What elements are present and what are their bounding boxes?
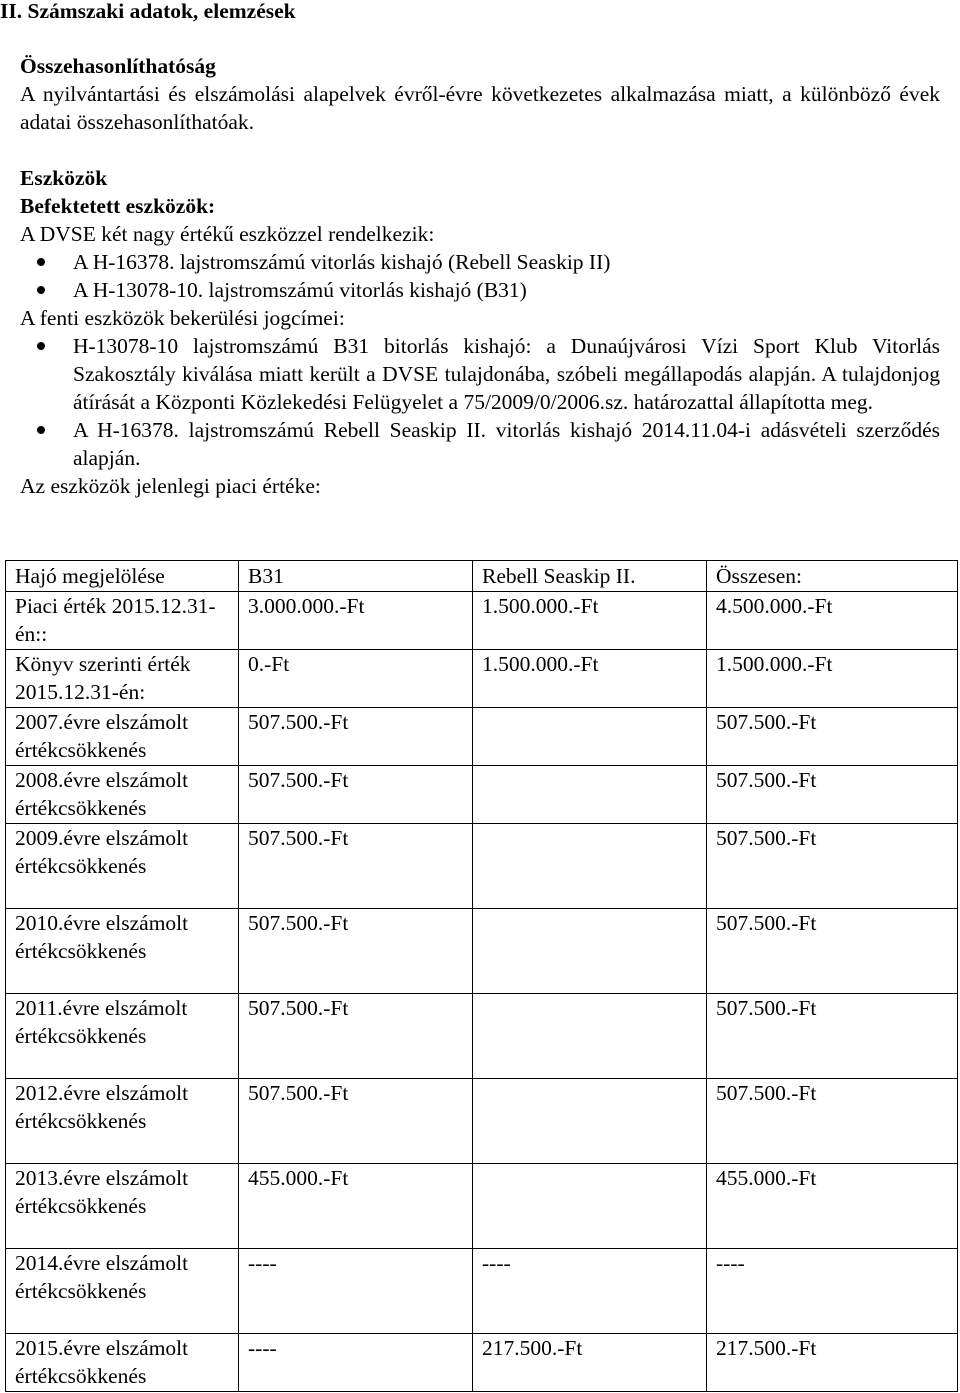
list-item bbox=[0, 276, 940, 304]
b31-value: 507.500.-Ft bbox=[239, 993, 473, 1078]
assets-heading: Eszközök bbox=[20, 166, 108, 190]
bullet-icon bbox=[37, 258, 45, 266]
list-item bbox=[0, 248, 940, 276]
rebell-value bbox=[473, 707, 707, 765]
assets-intro: A DVSE két nagy értékű eszközzel rendelkezik: bbox=[20, 222, 435, 246]
table-row bbox=[6, 993, 958, 1078]
b31-value: ---- bbox=[239, 1333, 473, 1391]
total-value: 217.500.-Ft bbox=[707, 1333, 958, 1391]
rebell-value bbox=[473, 1163, 707, 1248]
row-label: 2009.évre elszámolt értékcsökkenés bbox=[6, 823, 239, 908]
table-row bbox=[6, 591, 958, 649]
bullet-icon bbox=[37, 426, 45, 434]
rebell-value: 217.500.-Ft bbox=[473, 1333, 707, 1391]
total-value: 507.500.-Ft bbox=[707, 908, 958, 993]
table-row bbox=[6, 649, 958, 707]
header-cell: B31 bbox=[239, 561, 473, 592]
total-value: 507.500.-Ft bbox=[707, 993, 958, 1078]
comparability-text: A nyilvántartási és elszámolási alapelvek évről-évre következetes alkalmazása miatt, a különböző évek adatai összehasonlíthatóak. bbox=[20, 82, 940, 134]
asset-item-text: A H-13078-10. lajstromszámú vitorlás kishajó (B31) bbox=[73, 278, 527, 302]
rebell-value bbox=[473, 1078, 707, 1163]
fixed-assets-subheading: Befektetett eszközök: bbox=[20, 194, 216, 218]
row-label: 2011.évre elszámolt értékcsökkenés bbox=[6, 993, 239, 1078]
list-item bbox=[0, 416, 940, 472]
rebell-value: 1.500.000.-Ft bbox=[473, 591, 707, 649]
bullet-icon bbox=[37, 286, 45, 294]
rebell-value bbox=[473, 993, 707, 1078]
row-label: 2007.évre elszámolt értékcsökkenés bbox=[6, 707, 239, 765]
table-row bbox=[6, 765, 958, 823]
row-label: 2010.évre elszámolt értékcsökkenés bbox=[6, 908, 239, 993]
header-cell: Hajó megjelölése bbox=[6, 561, 239, 592]
table-row bbox=[6, 1333, 958, 1391]
b31-value: ---- bbox=[239, 1248, 473, 1333]
rebell-value: ---- bbox=[473, 1248, 707, 1333]
comparability-heading: Összehasonlíthatóság bbox=[20, 54, 216, 78]
asset-item-text: A H-16378. lajstromszámú vitorlás kishajó (Rebell Seaskip II) bbox=[73, 250, 611, 274]
market-value-intro: Az eszközök jelenlegi piaci értéke: bbox=[20, 474, 321, 498]
b31-value: 3.000.000.-Ft bbox=[239, 591, 473, 649]
total-value: 455.000.-Ft bbox=[707, 1163, 958, 1248]
total-value: 507.500.-Ft bbox=[707, 707, 958, 765]
legal-item-text: A H-16378. lajstromszámú Rebell Seaskip II. vitorlás kishajó 2014.11.04-i adásvételi szerződés alapján. bbox=[73, 418, 940, 470]
total-value: 507.500.-Ft bbox=[707, 765, 958, 823]
table-row bbox=[6, 707, 958, 765]
list-item bbox=[0, 332, 940, 416]
bullet-icon bbox=[37, 342, 45, 350]
asset-value-table bbox=[5, 560, 958, 1392]
row-label: 2015.évre elszámolt értékcsökkenés bbox=[6, 1333, 239, 1391]
table-row bbox=[6, 1248, 958, 1333]
total-value: 507.500.-Ft bbox=[707, 823, 958, 908]
row-label: Piaci érték 2015.12.31-én:: bbox=[6, 591, 239, 649]
b31-value: 507.500.-Ft bbox=[239, 707, 473, 765]
rebell-value bbox=[473, 823, 707, 908]
b31-value: 455.000.-Ft bbox=[239, 1163, 473, 1248]
row-label: Könyv szerinti érték 2015.12.31-én: bbox=[6, 649, 239, 707]
b31-value: 0.-Ft bbox=[239, 649, 473, 707]
spacer bbox=[20, 136, 940, 164]
section-title: II. Számszaki adatok, elemzések bbox=[0, 0, 296, 23]
row-label: 2014.évre elszámolt értékcsökkenés bbox=[6, 1248, 239, 1333]
total-value: ---- bbox=[707, 1248, 958, 1333]
table-row bbox=[6, 1078, 958, 1163]
table-row bbox=[6, 823, 958, 908]
b31-value: 507.500.-Ft bbox=[239, 1078, 473, 1163]
row-label: 2012.évre elszámolt értékcsökkenés bbox=[6, 1078, 239, 1163]
document-body bbox=[20, 52, 940, 500]
b31-value: 507.500.-Ft bbox=[239, 908, 473, 993]
total-value: 507.500.-Ft bbox=[707, 1078, 958, 1163]
table-row bbox=[6, 908, 958, 993]
b31-value: 507.500.-Ft bbox=[239, 823, 473, 908]
header-cell: Összesen: bbox=[707, 561, 958, 592]
total-value: 4.500.000.-Ft bbox=[707, 591, 958, 649]
legal-intro: A fenti eszközök bekerülési jogcímei: bbox=[20, 306, 345, 330]
rebell-value bbox=[473, 765, 707, 823]
table-row bbox=[6, 1163, 958, 1248]
legal-list bbox=[0, 332, 940, 472]
table-header-row bbox=[6, 561, 958, 592]
b31-value: 507.500.-Ft bbox=[239, 765, 473, 823]
row-label: 2013.évre elszámolt értékcsökkenés bbox=[6, 1163, 239, 1248]
rebell-value: 1.500.000.-Ft bbox=[473, 649, 707, 707]
asset-list bbox=[0, 248, 940, 304]
row-label: 2008.évre elszámolt értékcsökkenés bbox=[6, 765, 239, 823]
header-cell: Rebell Seaskip II. bbox=[473, 561, 707, 592]
total-value: 1.500.000.-Ft bbox=[707, 649, 958, 707]
legal-item-text: H-13078-10 lajstromszámú B31 bitorlás kishajó: a Dunaújvárosi Vízi Sport Klub Vitorlás Szakosztály kiválása miatt került a DVSE tulajdonába, szóbeli megállapodás alapján. A tulajdonjog átírását a Központi Közlekedési Felügyelet a 75/2009/0/2006.sz. határozattal állapította meg. bbox=[73, 334, 940, 414]
rebell-value bbox=[473, 908, 707, 993]
